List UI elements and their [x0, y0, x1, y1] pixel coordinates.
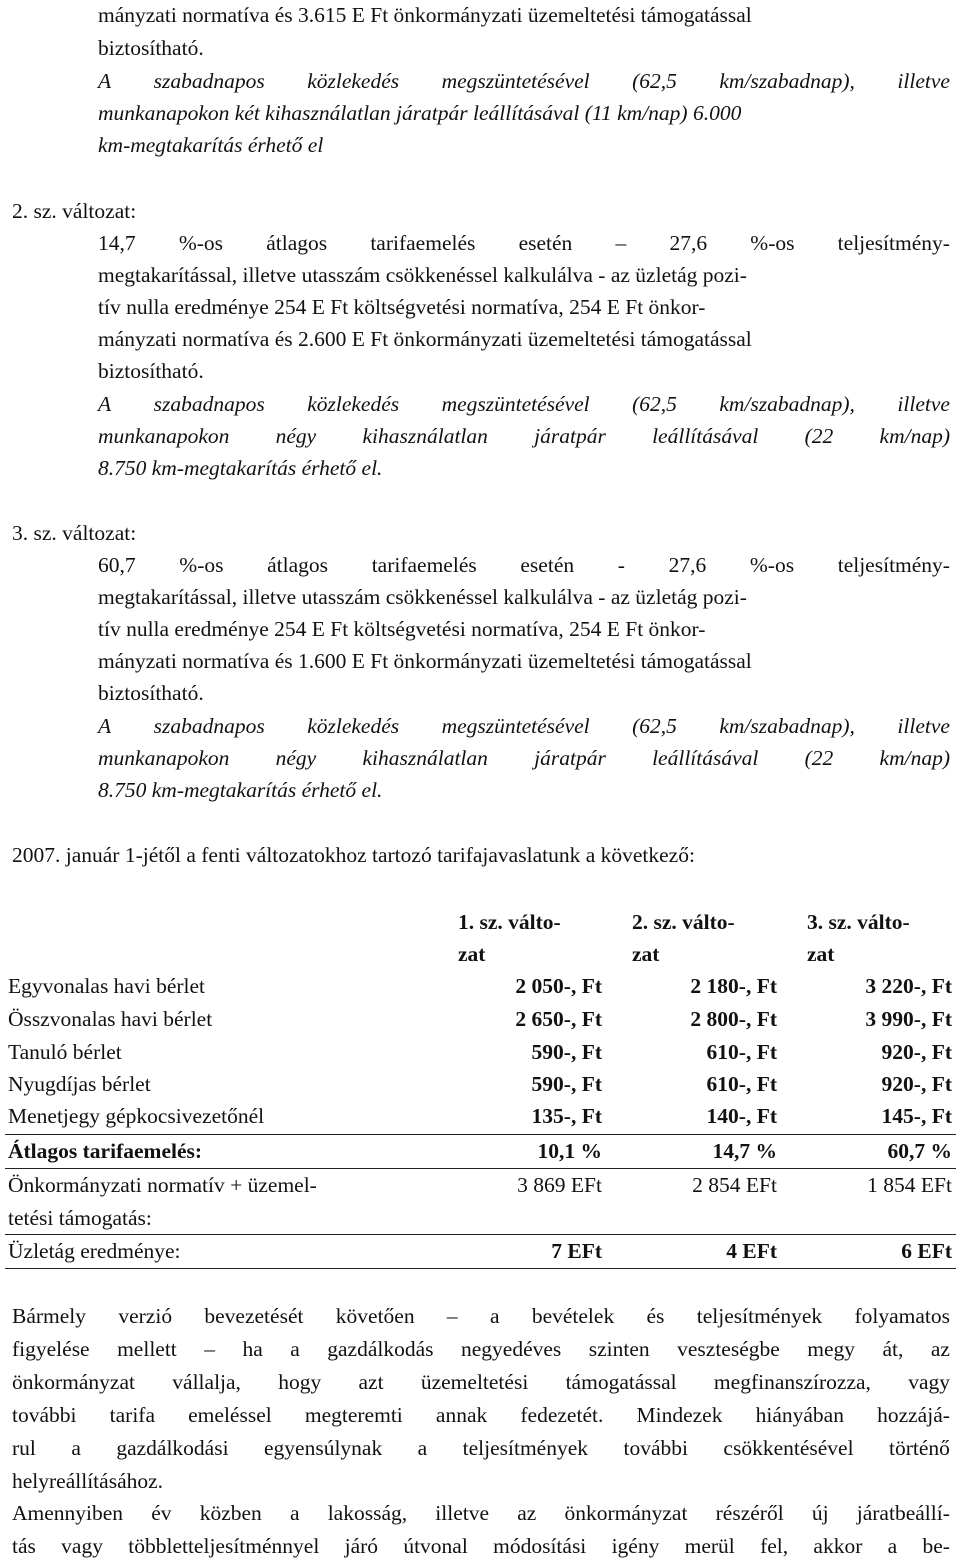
- word: (62,5: [632, 714, 677, 738]
- word: km/szabadnap),: [719, 69, 855, 93]
- word: négy: [275, 424, 317, 448]
- word: bevételek: [531, 1304, 615, 1328]
- word: támogatással: [565, 1370, 677, 1394]
- word: illetve: [897, 714, 950, 738]
- word: év: [151, 1501, 172, 1525]
- word: többletteljesítménnyel: [128, 1534, 320, 1558]
- word: –: [204, 1337, 215, 1361]
- word: munkanapokon: [98, 746, 230, 770]
- word: %-os: [750, 231, 795, 255]
- text-line: tív nulla eredménye 254 E Ft költségvetési normatíva, 254 E Ft önkor-: [98, 617, 706, 641]
- word: lakosság,: [327, 1501, 408, 1525]
- word: figyelése: [12, 1337, 90, 1361]
- word: kihasználatlan: [362, 746, 488, 770]
- table-row: Összvonalas havi bérlet 2 650-, Ft 2 800-, Ft 3 990-, Ft: [8, 1007, 952, 1031]
- table-intro: 2007. január 1-jétől a fenti változatokhoz tartozó tarifajavaslatunk a következő:: [12, 843, 695, 867]
- word: negyedéves: [460, 1337, 562, 1361]
- word: fedezetét.: [520, 1403, 604, 1427]
- support-row-continued: tetési támogatás:: [8, 1206, 152, 1230]
- word: üzemeltetési: [420, 1370, 529, 1394]
- word: szabadnapos: [153, 392, 265, 416]
- justified-line: [98, 230, 950, 256]
- word: Bármely: [12, 1304, 87, 1328]
- word: járatpár: [534, 746, 606, 770]
- word: Mindezek: [636, 1403, 723, 1427]
- word: A: [98, 392, 112, 416]
- word: át,: [882, 1337, 904, 1361]
- justified-line: [12, 1533, 950, 1559]
- word: szinten: [588, 1337, 650, 1361]
- word: %-os: [178, 231, 224, 255]
- support-row: Önkormányzati normatív + üzemel- 3 869 EFt 2 854 EFt 1 854 EFt: [8, 1173, 952, 1197]
- word: hiányában: [755, 1403, 844, 1427]
- word: megszüntetésével: [441, 392, 590, 416]
- word: illetve: [897, 392, 950, 416]
- word: közlekedés: [307, 714, 400, 738]
- table-row: Tanuló bérlet 590-, Ft 610-, Ft 920-, Ft: [8, 1040, 952, 1064]
- word: emeléssel: [188, 1403, 272, 1427]
- justified-line: [12, 1303, 950, 1329]
- word: részéről: [715, 1501, 784, 1525]
- word: illetve: [897, 69, 950, 93]
- italic-line: 8.750 km-megtakarítás érhető el.: [98, 778, 383, 802]
- word: megfinanszírozza,: [713, 1370, 871, 1394]
- word: mellett: [117, 1337, 177, 1361]
- word: a: [887, 1534, 898, 1558]
- word: a: [489, 1304, 500, 1328]
- word: szabadnapos: [153, 69, 265, 93]
- word: km/nap): [879, 424, 950, 448]
- word: gazdálkodási: [116, 1436, 229, 1460]
- word: be-: [922, 1534, 950, 1558]
- word: átlagos: [267, 553, 329, 577]
- variant-3-heading: 3. sz. változat:: [12, 521, 137, 545]
- word: 27,6: [669, 231, 708, 255]
- word: km/nap): [879, 746, 950, 770]
- word: további: [12, 1403, 77, 1427]
- word: annak: [435, 1403, 488, 1427]
- word: kihasználatlan: [362, 424, 488, 448]
- table-bottom-border: [5, 1268, 956, 1269]
- italic-line: munkanapokon két kihasználatlan járatpár leállításával (11 km/nap) 6.000: [98, 101, 742, 125]
- word: módosítási: [493, 1534, 587, 1558]
- word: egyensúlynak: [264, 1436, 383, 1460]
- result-row: Üzletág eredménye: 7 EFt 4 EFt 6 EFt: [8, 1239, 952, 1263]
- word: folyamatos: [854, 1304, 950, 1328]
- table-row: Menetjegy gépkocsivezetőnél 135-, Ft 140-, Ft 145-, Ft: [8, 1104, 952, 1128]
- italic-justified-line: [98, 68, 950, 94]
- justified-line: [12, 1369, 950, 1395]
- word: csökkentésével: [723, 1436, 854, 1460]
- justified-line: [98, 552, 950, 578]
- word: %-os: [179, 553, 224, 577]
- word: a: [71, 1436, 81, 1460]
- text-line: mányzati normatíva és 1.600 E Ft önkormányzati üzemeltetési támogatással: [98, 649, 752, 673]
- word: tarifaemelés: [371, 553, 477, 577]
- average-increase-row: Átlagos tarifaemelés: 10,1 % 14,7 % 60,7 %: [8, 1139, 952, 1163]
- word: önkormányzat: [12, 1370, 135, 1394]
- text-line: mányzati normatíva és 3.615 E Ft önkormányzati üzemeltetési támogatással: [98, 3, 752, 27]
- word: (62,5: [632, 69, 677, 93]
- italic-justified-line: [98, 391, 950, 417]
- column-header-1: 1. sz. válto- zat: [458, 910, 561, 966]
- table-row: Nyugdíjas bérlet 590-, Ft 610-, Ft 920-, Ft: [8, 1072, 952, 1096]
- word: járó: [344, 1534, 379, 1558]
- word: megszüntetésével: [441, 69, 590, 93]
- word: útvonal: [403, 1534, 468, 1558]
- justified-line: [12, 1402, 950, 1428]
- word: a: [290, 1337, 300, 1361]
- word: tás: [12, 1534, 36, 1558]
- word: szabadnapos: [153, 714, 265, 738]
- word: –: [446, 1304, 458, 1328]
- column-header-3: 3. sz. válto- zat: [807, 910, 910, 966]
- word: A: [98, 69, 112, 93]
- word: (62,5: [632, 392, 677, 416]
- word: merül: [684, 1534, 735, 1558]
- word: %-os: [749, 553, 795, 577]
- word: négy: [275, 746, 317, 770]
- text-line: biztosítható.: [98, 359, 204, 383]
- word: az: [930, 1337, 950, 1361]
- word: teljesítmények: [462, 1436, 589, 1460]
- word: vagy: [61, 1534, 103, 1558]
- word: további: [623, 1436, 688, 1460]
- italic-line: km-megtakarítás érhető el: [98, 133, 324, 157]
- word: a: [417, 1436, 428, 1460]
- justified-line: [12, 1336, 950, 1362]
- word: tarifaemelés: [370, 231, 476, 255]
- word: megszüntetésével: [441, 714, 590, 738]
- word: A: [98, 714, 112, 738]
- word: esetén: [518, 231, 573, 255]
- word: átlagos: [266, 231, 328, 255]
- word: akkor: [813, 1534, 863, 1558]
- word: esetén: [520, 553, 575, 577]
- word: (22: [804, 746, 834, 770]
- word: a: [289, 1501, 300, 1525]
- word: fel,: [760, 1534, 789, 1558]
- word: hozzájá-: [877, 1403, 950, 1427]
- word: vállalja,: [172, 1370, 241, 1394]
- text-line: mányzati normatíva és 2.600 E Ft önkormányzati üzemeltetési támogatással: [98, 327, 752, 351]
- text-line: megtakarítással, illetve utasszám csökkenéssel kalkulálva - az üzletág pozi-: [98, 585, 747, 609]
- word: Amennyiben: [12, 1501, 124, 1525]
- word: közben: [199, 1501, 262, 1525]
- word: 27,6: [668, 553, 707, 577]
- text-line: megtakarítással, illetve utasszám csökkenéssel kalkulálva - az üzletág pozi-: [98, 263, 747, 287]
- word: leállításával: [652, 424, 759, 448]
- word: teljesítmények: [696, 1304, 823, 1328]
- word: megy: [807, 1337, 856, 1361]
- italic-justified-line: [98, 745, 950, 771]
- word: km/szabadnap),: [719, 392, 855, 416]
- word: járatbeállí-: [856, 1501, 950, 1525]
- word: tarifa: [109, 1403, 155, 1427]
- word: azt: [358, 1370, 384, 1394]
- word: km/szabadnap),: [719, 714, 855, 738]
- variant-2-heading: 2. sz. változat:: [12, 199, 137, 223]
- word: vagy: [908, 1370, 950, 1394]
- word: munkanapokon: [98, 424, 230, 448]
- word: teljesítmény-: [837, 231, 950, 255]
- word: az: [517, 1501, 537, 1525]
- word: (22: [804, 424, 834, 448]
- word: rul: [12, 1436, 36, 1460]
- word: -: [617, 553, 625, 577]
- word: hogy: [278, 1370, 322, 1394]
- text-line: biztosítható.: [98, 681, 204, 705]
- word: igény: [611, 1534, 660, 1558]
- word: veszteségbe: [677, 1337, 780, 1361]
- table-row: Egyvonalas havi bérlet 2 050-, Ft 2 180-, Ft 3 220-, Ft: [8, 974, 952, 998]
- text-line: tív nulla eredménye 254 E Ft költségvetési normatíva, 254 E Ft önkor-: [98, 295, 706, 319]
- word: közlekedés: [307, 69, 400, 93]
- italic-line: 8.750 km-megtakarítás érhető el.: [98, 456, 383, 480]
- word: ha: [242, 1337, 263, 1361]
- word: illetve: [435, 1501, 490, 1525]
- italic-justified-line: [98, 713, 950, 739]
- word: közlekedés: [307, 392, 400, 416]
- text-line: biztosítható.: [98, 36, 204, 60]
- word: 60,7: [98, 553, 136, 577]
- word: járatpár: [534, 424, 606, 448]
- italic-justified-line: [98, 423, 950, 449]
- word: önkormányzat: [564, 1501, 688, 1525]
- word: és: [646, 1304, 665, 1328]
- word: bevezetését: [204, 1304, 304, 1328]
- word: történő: [889, 1436, 950, 1460]
- word: –: [615, 231, 627, 255]
- word: gazdálkodás: [327, 1337, 434, 1361]
- word: megteremti: [304, 1403, 403, 1427]
- word: követően: [335, 1304, 415, 1328]
- word: verzió: [118, 1304, 173, 1328]
- word: leállításával: [652, 746, 759, 770]
- justified-line: [12, 1500, 950, 1526]
- word: új: [811, 1501, 829, 1525]
- justified-line: [12, 1435, 950, 1461]
- column-header-2: 2. sz. válto- zat: [632, 910, 735, 966]
- text-line: helyreállításához.: [12, 1469, 164, 1493]
- word: 14,7: [98, 231, 136, 255]
- word: teljesítmény-: [837, 553, 950, 577]
